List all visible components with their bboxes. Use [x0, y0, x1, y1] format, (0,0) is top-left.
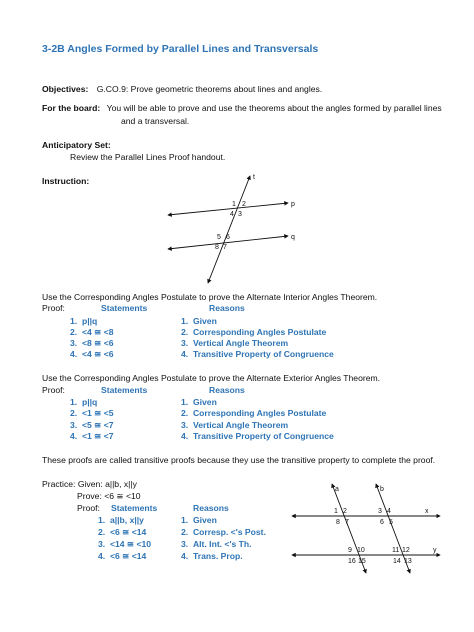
proof1-row: 4. <4 ≅ <6: [70, 349, 114, 359]
practice-row: 4. <6 ≅ <14: [98, 551, 147, 561]
line-p: [168, 203, 288, 215]
transitive-note: These proofs are called transitive proofs because they use the transitive property to complete the proof.: [42, 455, 436, 465]
instruction-label: Instruction:: [42, 176, 90, 186]
proof1-row: 1. p||q: [70, 316, 98, 326]
board-text-1: You will be able to prove and use the theorems about the angles formed by parallel lines: [106, 103, 442, 113]
proof2-label: Proof:: [42, 385, 65, 395]
line-t: [208, 176, 250, 283]
angle-1: 1: [334, 508, 338, 515]
angle-11: 11: [392, 547, 400, 554]
proof2-reason: 3. Vertical Angle Theorem: [181, 420, 289, 430]
angle-5: 5: [217, 234, 221, 241]
practice-reason: 3. Alt. Int. <'s Th.: [181, 539, 252, 549]
practice-given: [42, 479, 137, 490]
practice-prove: [77, 491, 141, 502]
label-x: x: [425, 508, 429, 515]
anticipatory-text: Review the Parallel Lines Proof handout.: [70, 152, 226, 162]
proof2-row: 4. <1 ≅ <7: [70, 431, 114, 441]
proof2-row: 2. <1 ≅ <5: [70, 408, 114, 418]
anticipatory-label: Anticipatory Set:: [42, 140, 111, 150]
proof1-reason: 1. Given: [181, 316, 217, 326]
proof1-row: 3. <8 ≅ <6: [70, 338, 114, 348]
label-t: t: [253, 174, 255, 181]
label-q: q: [291, 234, 295, 241]
angle-6: 6: [226, 234, 230, 241]
board-line-1: [42, 103, 442, 114]
proof2-reason: 4. Transitive Property of Congruence: [181, 431, 334, 441]
proof1-reason: 3. Vertical Angle Theorem: [181, 338, 289, 348]
angle-3: 3: [238, 211, 242, 218]
board-text-2: and a transversal.: [121, 116, 190, 126]
prove-label: Prove:: [77, 491, 102, 501]
page-title: 3-2B Angles Formed by Parallel Lines and Transversals: [42, 43, 319, 55]
angle-15: 15: [358, 558, 366, 565]
angle-4: 4: [387, 508, 391, 515]
angle-9: 9: [348, 547, 352, 554]
practice-row: 1. a||b, x||y: [98, 515, 144, 525]
label-a: a: [335, 486, 339, 493]
angle-5: 5: [389, 519, 393, 526]
angle-2: 2: [242, 201, 246, 208]
practice-reason: 4. Trans. Prop.: [181, 551, 243, 561]
angle-4: 4: [230, 211, 234, 218]
given-text: a||b, x||y: [105, 479, 137, 489]
proof2-intro: Use the Corresponding Angles Postulate to prove the Alternate Exterior Angles Theorem.: [42, 373, 381, 383]
proof1-intro: Use the Corresponding Angles Postulate to prove the Alternate Interior Angles Theorem.: [42, 292, 378, 302]
proof1-reasons-header: Reasons: [209, 303, 245, 313]
label-b: b: [380, 486, 384, 493]
practice-proof-label: Proof:: [77, 503, 100, 513]
practice-row: 2. <6 ≅ <14: [98, 527, 147, 537]
angle-8: 8: [215, 244, 219, 251]
prove-text: <6 ≅ <10: [104, 491, 141, 501]
proof2-statements-header: Statements: [101, 385, 148, 395]
proof2-reason: 1. Given: [181, 397, 217, 407]
proof1-reason: 2. Corresponding Angles Postulate: [181, 327, 327, 337]
label-y: y: [433, 547, 437, 554]
practice-statements-header: Statements: [111, 503, 158, 513]
angle-1: 1: [232, 201, 236, 208]
proof1-label: Proof:: [42, 303, 65, 313]
practice-reason: 2. Corresp. <'s Post.: [181, 527, 266, 537]
parallel-lines-diagram: [160, 168, 310, 286]
label-p: p: [291, 201, 295, 208]
practice-reason: 1. Given: [181, 515, 217, 525]
angle-14: 14: [393, 558, 401, 565]
objectives-label: Objectives:: [42, 84, 89, 94]
practice-diagram: [288, 476, 448, 576]
board-label: For the board:: [42, 103, 101, 113]
proof2-reason: 2. Corresponding Angles Postulate: [181, 408, 327, 418]
angle-13: 13: [404, 558, 412, 565]
proof1-statements-header: Statements: [101, 303, 148, 313]
objectives-text: G.CO.9: Prove geometric theorems about lines and angles.: [96, 84, 323, 94]
proof1-row: 2. <4 ≅ <8: [70, 327, 114, 337]
angle-3: 3: [378, 508, 382, 515]
objectives: [42, 84, 322, 95]
proof2-row: 3. <5 ≅ <7: [70, 420, 114, 430]
proof1-reason: 4. Transitive Property of Congruence: [181, 349, 334, 359]
practice-reasons-header: Reasons: [193, 503, 229, 513]
angle-7: 7: [223, 244, 227, 251]
angle-16: 16: [348, 558, 356, 565]
angle-7: 7: [345, 519, 349, 526]
angle-10: 10: [357, 547, 365, 554]
proof2-row: 1. p||q: [70, 397, 98, 407]
angle-8: 8: [336, 519, 340, 526]
proof2-reasons-header: Reasons: [209, 385, 245, 395]
practice-label: Practice:: [42, 479, 76, 489]
angle-6: 6: [380, 519, 384, 526]
angle-2: 2: [343, 508, 347, 515]
angle-12: 12: [402, 547, 410, 554]
given-label: Given:: [77, 479, 103, 489]
practice-row: 3. <14 ≅ <10: [98, 539, 152, 549]
